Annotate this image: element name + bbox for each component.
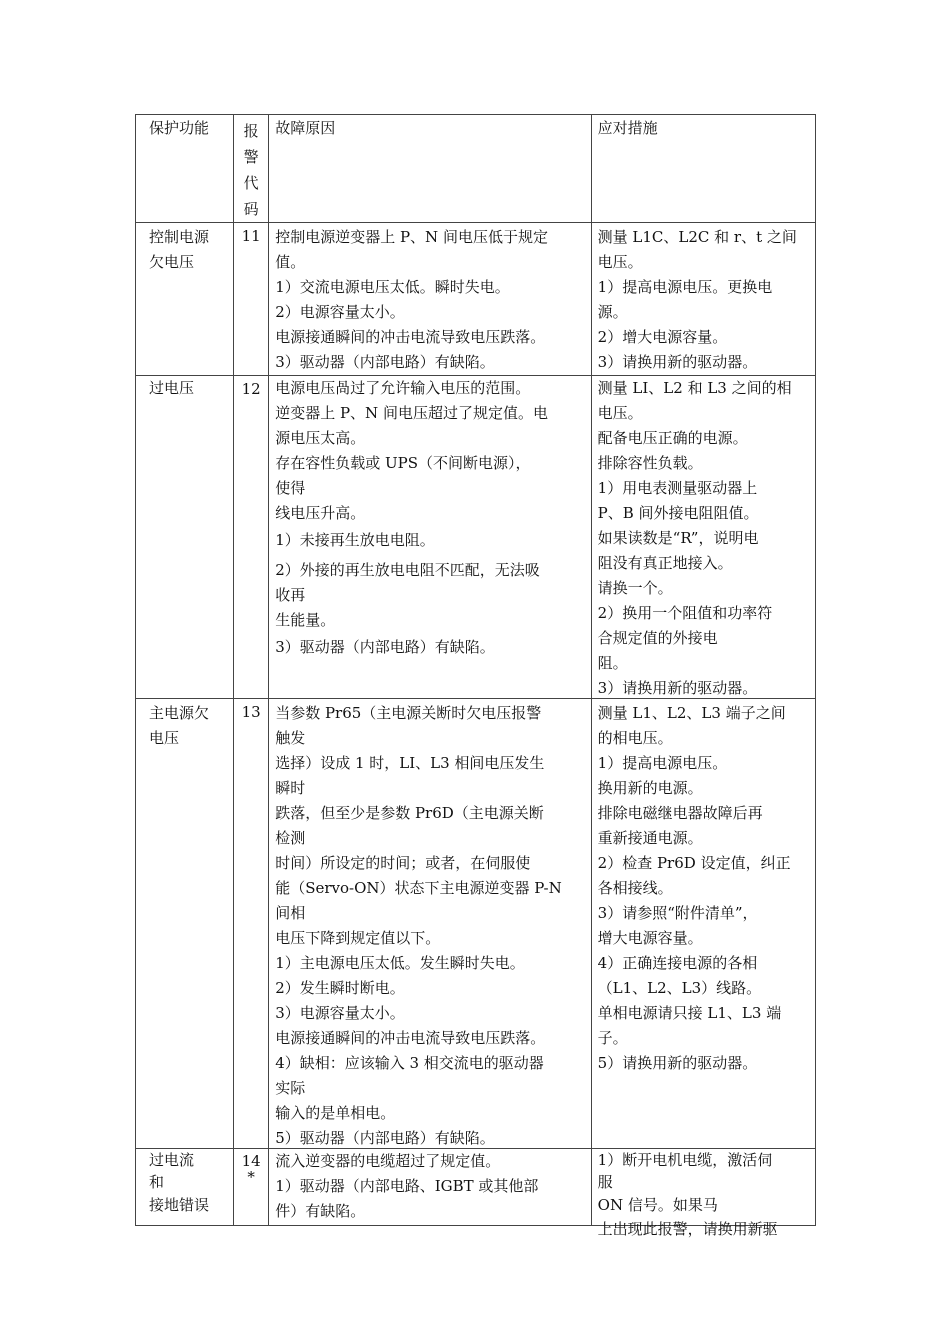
header-code-char: 代 [243, 174, 259, 192]
cause-line: 1）主电源电压太低。发生瞬时失电。 [275, 954, 525, 972]
action-line: 子。 [597, 1029, 628, 1047]
function-text: 过电流 [149, 1151, 195, 1169]
cause-line: 件）有缺陷。 [275, 1202, 366, 1220]
action-line: 测量 L1、L2、L3 端子之间 [597, 704, 786, 722]
cause-line: 线电压升高。 [275, 504, 366, 522]
action-line: 的相电压。 [597, 729, 673, 747]
action-line: 请换一个。 [597, 579, 673, 597]
action-line: 如果读数是“R”，说明电 [597, 529, 759, 547]
cause-line: 2）外接的再生放电电阻不匹配，无法吸 [275, 561, 540, 579]
cause-line: 存在容性负载或 UPS（不间断电源）， [275, 454, 531, 472]
cause-line: 3）驱动器（内部电路）有缺陷。 [275, 638, 495, 656]
action-line: 1）提高电源电压。更换电 [597, 278, 773, 296]
cause-line: 流入逆变器的电缆超过了规定值。 [275, 1152, 501, 1170]
cause-line: 电源接通瞬间的冲击电流导致电压跌落。 [275, 1029, 546, 1047]
function-cell [136, 699, 234, 1149]
action-line: 服 [597, 1173, 613, 1191]
cause-line: 选择）设成 1 时，LI、L3 相间电压发生 [275, 754, 545, 772]
cause-line: 3）电源容量太小。 [275, 1004, 405, 1022]
action-cell [591, 699, 815, 1149]
function-text: 欠电压 [149, 253, 195, 271]
cause-line: 电压下降到规定值以下。 [275, 929, 441, 947]
header-action [591, 115, 815, 223]
cause-line: 值。 [275, 253, 306, 271]
cause-line: 检测 [275, 829, 306, 847]
action-line: 配备电压正确的电源。 [597, 429, 748, 447]
cause-line: 能（Servo-ON）状态下主电源逆变器 P-N [275, 879, 562, 897]
action-cell [591, 1149, 815, 1238]
action-line: 合规定值的外接电 [597, 629, 718, 647]
cause-line: 1）驱动器（内部电路、IGBT 或其他部 [275, 1177, 539, 1195]
header-code-char: 报 [243, 122, 259, 140]
alarm-code: 11 [241, 227, 261, 245]
action-line: 1）断开电机电缆，激活伺 [597, 1151, 773, 1169]
cause-line: 跌落，但至少是参数 Pr6D（主电源关断 [275, 804, 544, 822]
action-line: 增大电源容量。 [597, 929, 703, 947]
action-line: 源。 [597, 303, 628, 321]
cause-line: 3）驱动器（内部电路）有缺陷。 [275, 353, 495, 371]
action-line: 3）请换用新的驱动器。 [597, 353, 758, 371]
header-cause-label: 故障原因 [275, 119, 336, 137]
table-row [136, 1149, 816, 1226]
action-line: 测量 LI、L2 和 L3 之间的相 [597, 379, 792, 397]
cause-cell [269, 376, 591, 699]
cause-line: 1）交流电源电压太低。瞬时失电。 [275, 278, 510, 296]
action-line: 电压。 [597, 404, 643, 422]
header-action-label: 应对措施 [597, 119, 658, 137]
cause-line: 输入的是单相电。 [275, 1104, 396, 1122]
action-line: 5）请换用新的驱动器。 [597, 1054, 758, 1072]
cause-line: 5）驱动器（内部电路）有缺陷。 [275, 1129, 495, 1147]
function-text: 主电源欠 [149, 704, 210, 722]
header-code-char: 警 [243, 148, 259, 166]
action-line: ON 信号。如果马 [597, 1196, 718, 1214]
action-line: 1）用电表测量驱动器上 [597, 479, 758, 497]
cause-line: 2）发生瞬时断电。 [275, 979, 405, 997]
header-code [234, 115, 269, 223]
protection-fault-table [135, 114, 816, 1238]
alarm-code: 13 [241, 703, 261, 721]
cause-line: 4）缺相：应该输入 3 相交流电的驱动器 [275, 1054, 544, 1072]
cause-cell [269, 223, 591, 376]
cause-line: 1）未接再生放电电阻。 [275, 531, 435, 549]
cause-line: 源电压太高。 [275, 429, 366, 447]
action-line: 1）提高电源电压。 [597, 754, 728, 772]
action-line: 2）检查 Pr6D 设定值，纠正 [597, 854, 791, 872]
cause-line: 当参数 Pr65（主电源关断时欠电压报警 [275, 704, 542, 722]
action-line: 重新接通电源。 [597, 829, 703, 847]
cause-line: 2）电源容量太小。 [275, 303, 405, 321]
function-cell [136, 376, 234, 699]
cause-line: 瞬时 [275, 779, 306, 797]
action-line: 换用新的电源。 [597, 779, 703, 797]
function-text: 电压 [149, 729, 180, 747]
action-line: 排除容性负载。 [597, 454, 703, 472]
action-line: P、B 间外接电阻阻值。 [597, 504, 759, 522]
cause-line: 逆变器上 P、N 间电压超过了规定值。电 [275, 404, 548, 422]
action-line: （L1、L2、L3）线路。 [597, 979, 762, 997]
alarm-code: 12 [241, 380, 261, 398]
cause-line: 时间）所设定的时间；或者，在伺服使 [275, 854, 531, 872]
cause-cell [269, 1149, 591, 1226]
cause-line: 实际 [275, 1079, 306, 1097]
action-line: 电压。 [597, 253, 643, 271]
code-cell [234, 376, 269, 699]
function-text: 接地错误 [149, 1196, 210, 1214]
code-cell [234, 1149, 269, 1226]
header-code-char: 码 [243, 200, 259, 218]
action-line: 单相电源请只接 L1、L3 端 [597, 1004, 782, 1022]
cause-line: 收再 [275, 586, 306, 604]
cause-line: 触发 [275, 729, 306, 747]
function-cell [136, 1149, 234, 1226]
function-text: 过电压 [149, 379, 195, 397]
cause-cell [269, 699, 591, 1149]
action-line: 上出现此报警，请换用新驱 [597, 1220, 778, 1238]
action-line: 测量 L1C、L2C 和 r、t 之间 [597, 228, 797, 246]
alarm-code: 14 [241, 1152, 261, 1170]
action-line: 2）换用一个阻值和功率符 [597, 604, 773, 622]
action-line: 阻没有真正地接入。 [597, 554, 733, 572]
function-text: 和 [149, 1173, 165, 1191]
header-cause [269, 115, 591, 223]
action-line: 阻。 [597, 654, 628, 672]
cause-line: 电源电压咼过了允许输入电压的范围。 [275, 379, 531, 397]
header-function [136, 115, 234, 223]
code-cell [234, 223, 269, 376]
table-row [136, 223, 816, 376]
action-line: 4）正确连接电源的各相 [597, 954, 758, 972]
table-header-row [136, 115, 816, 223]
alarm-code-mark: * [247, 1168, 255, 1186]
cause-line: 电源接通瞬间的冲击电流导致电压跌落。 [275, 328, 546, 346]
action-line: 3）请换用新的驱动器。 [597, 679, 758, 697]
cause-line: 间相 [275, 904, 306, 922]
action-cell [591, 376, 815, 699]
action-line: 排除电磁继电器故障后再 [597, 804, 763, 822]
action-line: 各相接线。 [597, 879, 673, 897]
code-cell [234, 699, 269, 1149]
header-function-label: 保护功能 [149, 119, 210, 137]
action-cell [591, 223, 815, 376]
function-cell [136, 223, 234, 376]
function-text: 控制电源 [149, 228, 210, 246]
action-line: 3）请参照“附件清单”， [597, 904, 758, 922]
cause-line: 使得 [275, 479, 306, 497]
cause-line: 控制电源逆变器上 P、N 间电压低于规定 [275, 228, 548, 246]
cause-line: 生能量。 [275, 611, 336, 629]
table-row [136, 376, 816, 699]
table-row [136, 699, 816, 1149]
action-line: 2）增大电源容量。 [597, 328, 728, 346]
